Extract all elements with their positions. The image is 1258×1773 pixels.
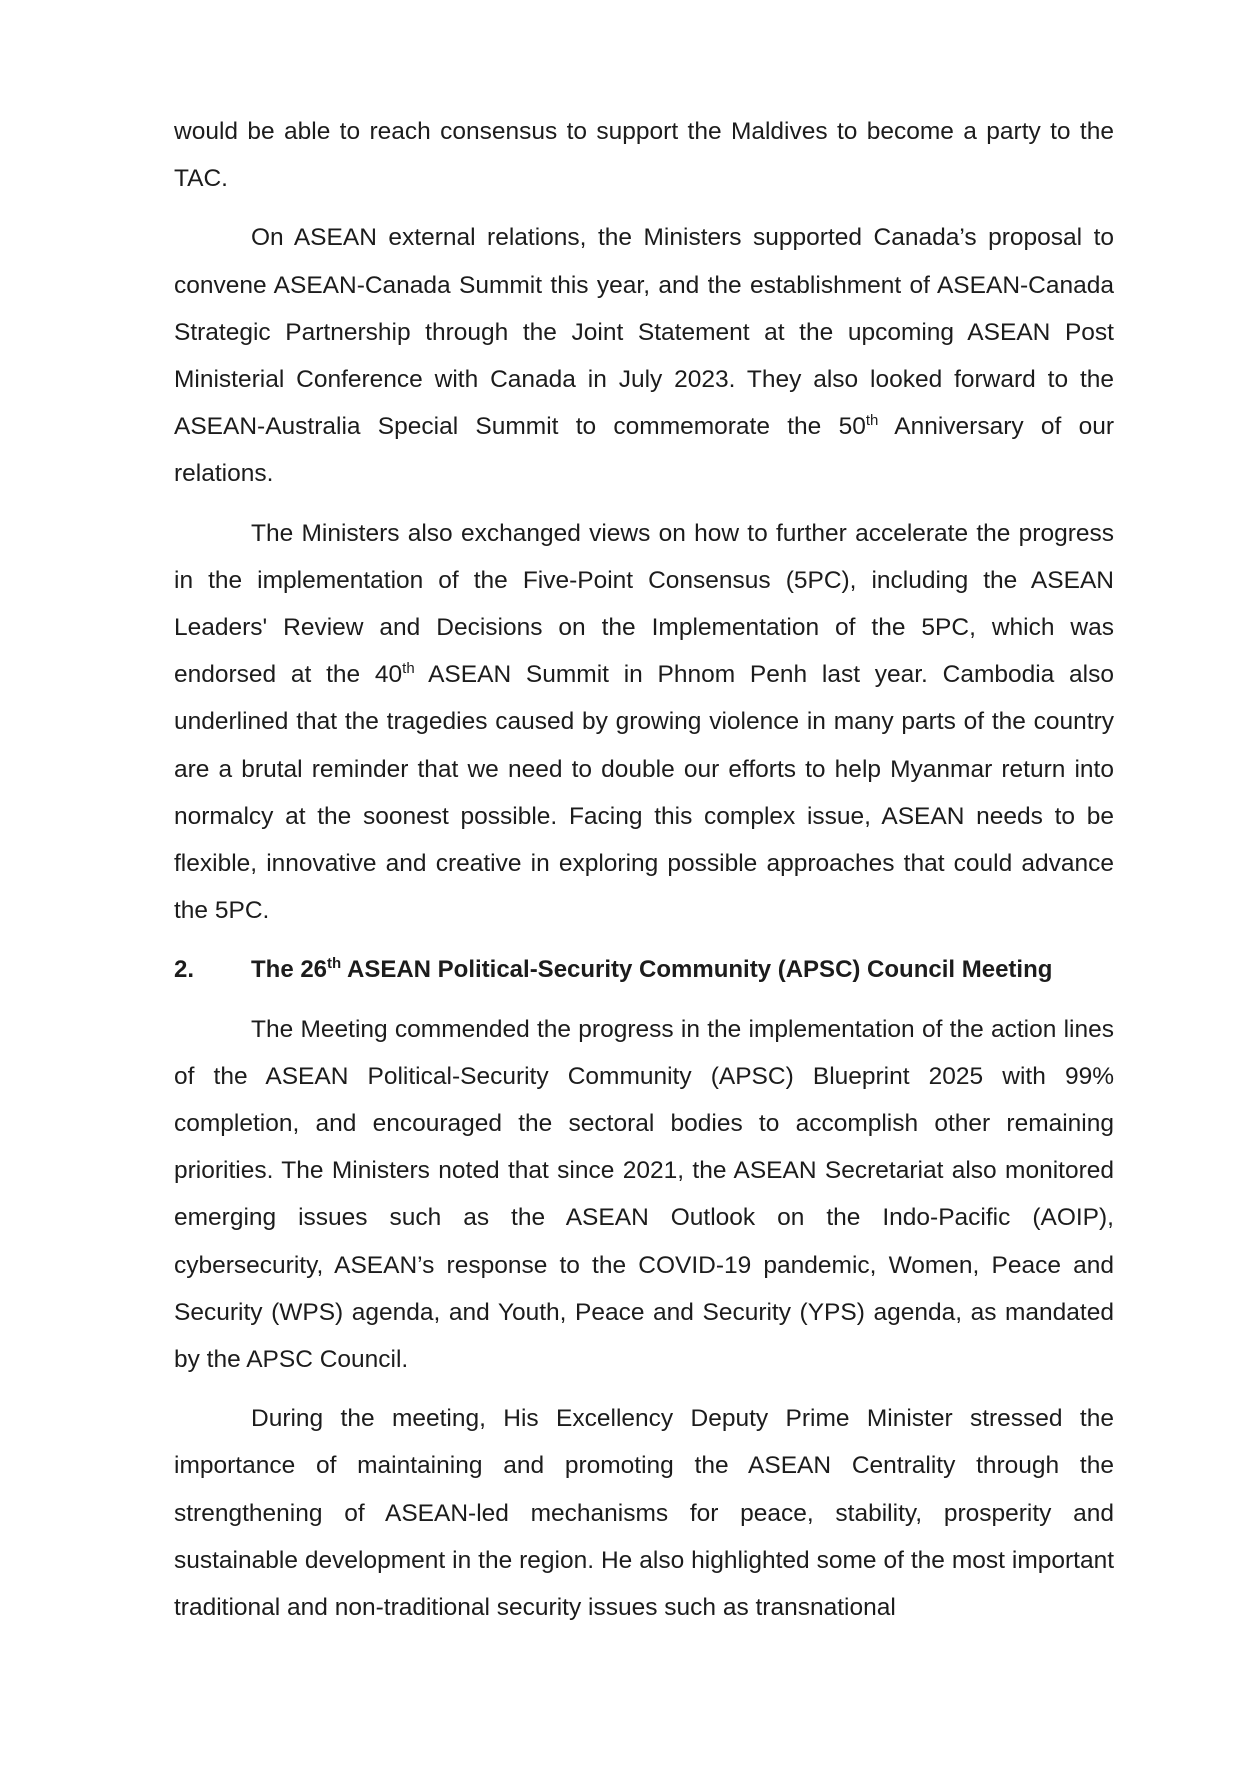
section-number: 2. <box>174 956 195 984</box>
paragraph-apsc-blueprint: The Meeting commended the progress in the implementation of the action lines of the ASEAN Political-Security Community (APSC) Blueprint 2025 with 99% completion, and encouraged the sectoral bodies to accomplish other remaining priorities. The Ministers noted that since 2021, the ASEAN Secretariat also monitored emerging issues such as the ASEAN Outlook on the Indo-Pacific (AOIP), cybersecurity, ASEAN’s response to the COVID-19 pandemic, Women, Peace and Security (WPS) agenda, and Youth, Peace and Security (YPS) agenda, as mandated by the APSC Council. <box>174 1015 1114 1374</box>
paragraph-tac-continuation: would be able to reach consensus to support the Maldives to become a party to the TAC. <box>174 118 1114 193</box>
paragraph-five-point-consensus: The Ministers also exchanged views on how to further accelerate the progress in the implementation of the Five-Point Consensus (5PC), including the ASEAN Leaders' Review and Decisions on the Implementation of the 5PC, which was endorsed at the 40th ASEAN Summit in Phnom Penh last year. Cambodia also underlined that the tragedies caused by growing violence in many parts of the country are a brutal reminder that we need to double our efforts to help Myanmar return into normalcy at the soonest possible. Facing this complex issue, ASEAN needs to be flexible, innovative and creative in exploring possible approaches that could advance the 5PC. <box>174 519 1114 925</box>
section-title: The 26th ASEAN Political-Security Community (APSC) Council Meeting <box>251 955 1053 984</box>
section-heading-apsc-council <box>174 946 1114 993</box>
document-page <box>174 108 1114 1643</box>
paragraph-asean-centrality: During the meeting, His Excellency Deputy Prime Minister stressed the importance of maintaining and promoting the ASEAN Centrality through the strengthening of ASEAN-led mechanisms for peace, stability, prosperity and sustainable development in the region. He also highlighted some of the most important traditional and non-traditional security issues such as transnational <box>174 1405 1114 1622</box>
paragraph-external-relations: On ASEAN external relations, the Ministers supported Canada’s proposal to convene ASEAN-Canada Summit this year, and the establishment of ASEAN-Canada Strategic Partnership through the Joint Statement at the upcoming ASEAN Post Ministerial Conference with Canada in July 2023. They also looked forward to the ASEAN-Australia Special Summit to commemorate the 50th Anniversary of our relations. <box>174 224 1114 488</box>
